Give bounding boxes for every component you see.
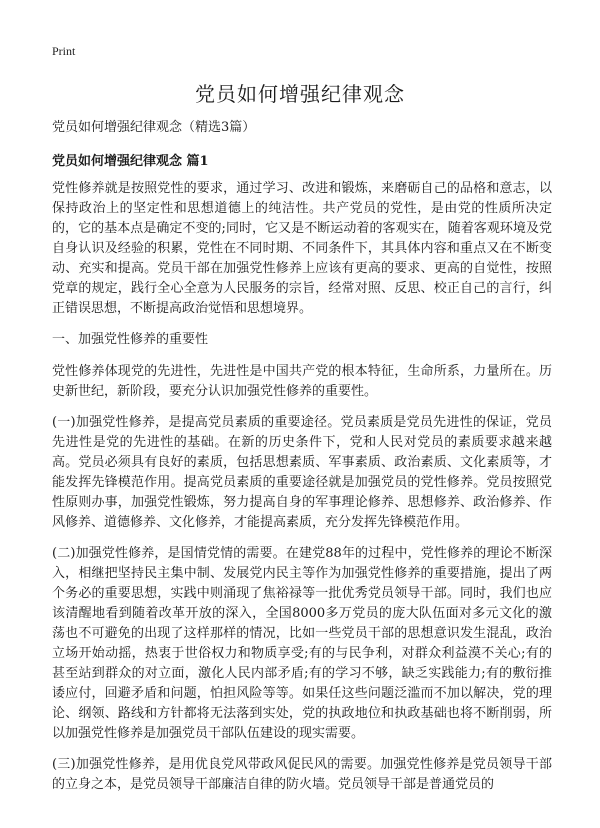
article-heading: 党员如何增强纪律观念 篇1 bbox=[52, 154, 209, 169]
document-body bbox=[52, 118, 552, 806]
paragraph-point-3: (三)加强党性修养，是用优良党风带政风促民风的需要。加强党性修养是党员领导干部的立身之本，是党员领导干部廉洁自律的防火墙。党员领导干部是普通党员的 bbox=[52, 757, 552, 792]
document-subtitle: 党员如何增强纪律观念（精选3篇） bbox=[52, 120, 256, 135]
paragraph-point-1: (一)加强党性修养，是提高党员素质的重要途径。党员素质是党员先进性的保证，党员先进性是党的先进性的基础。在新的历史条件下，党和人民对党员的素质要求越来越高。党员必须具有良好的素质，包括思想素质、军事素质、政治素质、文化素质等，才能发挥先锋模范作用。提高党员素质的重要途径就是加强党员的党性修养。党员按照党性原则办事，加强党性锻炼，努力提高自身的军事理论修养、思想修养、政治修养、作风修养、道德修养、文化修养，才能提高素质，充分发挥先锋模范作用。 bbox=[52, 415, 552, 530]
paragraph-point-2: (二)加强党性修养，是国情党情的需要。在建党88年的过程中，党性修养的理论不断深入，相继把坚持民主集中制、发展党内民主等作为加强党性修养的重要措施，提出了两个务必的重要思想，实践中则涌现了焦裕禄等一批优秀党员领导干部。同时，我们也应该清醒地看到随着改革开放的深入，全国8000多万党员的庞大队伍面对多元文化的激荡也不可避免的出现了这样那样的情况，比如一些党员干部的思想意识发生混乱，政治立场开始动摇，热衷于世俗权力和物质享受;有的与民争利，对群众利益漠不关心;有的甚至站到群众的对立面，激化人民内部矛盾;有的学习不够，缺乏实践能力;有的敷衍推诿应付，回避矛盾和问题，怕担风险等等。如果任这些问题泛滥而不加以解决，党的理论、纲领、路线和方针都将无法落到实处，党的执政地位和执政基础也将不断削弱，所以加强党性修养是加强党员干部队伍建设的现实需要。 bbox=[52, 546, 552, 741]
paragraph-intro: 党性修养就是按照党性的要求，通过学习、改进和锻炼，来磨砺自己的品格和意志，以保持政治上的坚定性和思想道德上的纯洁性。共产党员的党性，是由党的性质所决定的，它的基本点是确定不变的;同时，它又是不断运动着的客观实在，随着客观环境及党自身认识及经验的积累，党性在不同时期、不同条件下，其具体内容和重点又在不断变动、充实和提高。党员干部在加强党性修养上应该有更高的要求、更高的自觉性，按照党章的规定，践行全心全意为人民服务的宗旨，经常对照、反思、校正自己的言行，纠正错误思想，不断提高政治觉悟和思想境界。 bbox=[52, 181, 552, 316]
document-title: 党员如何增强纪律观念 bbox=[195, 82, 405, 106]
paragraph-importance: 党性修养体现党的先进性，先进性是中国共产党的根本特征，生命所系，力量所在。历史新世纪，新阶段，要充分认识加强党性修养的重要性。 bbox=[52, 364, 552, 399]
section-heading-importance: 一、加强党性修养的重要性 bbox=[52, 332, 209, 347]
print-link[interactable]: Print bbox=[52, 44, 76, 58]
